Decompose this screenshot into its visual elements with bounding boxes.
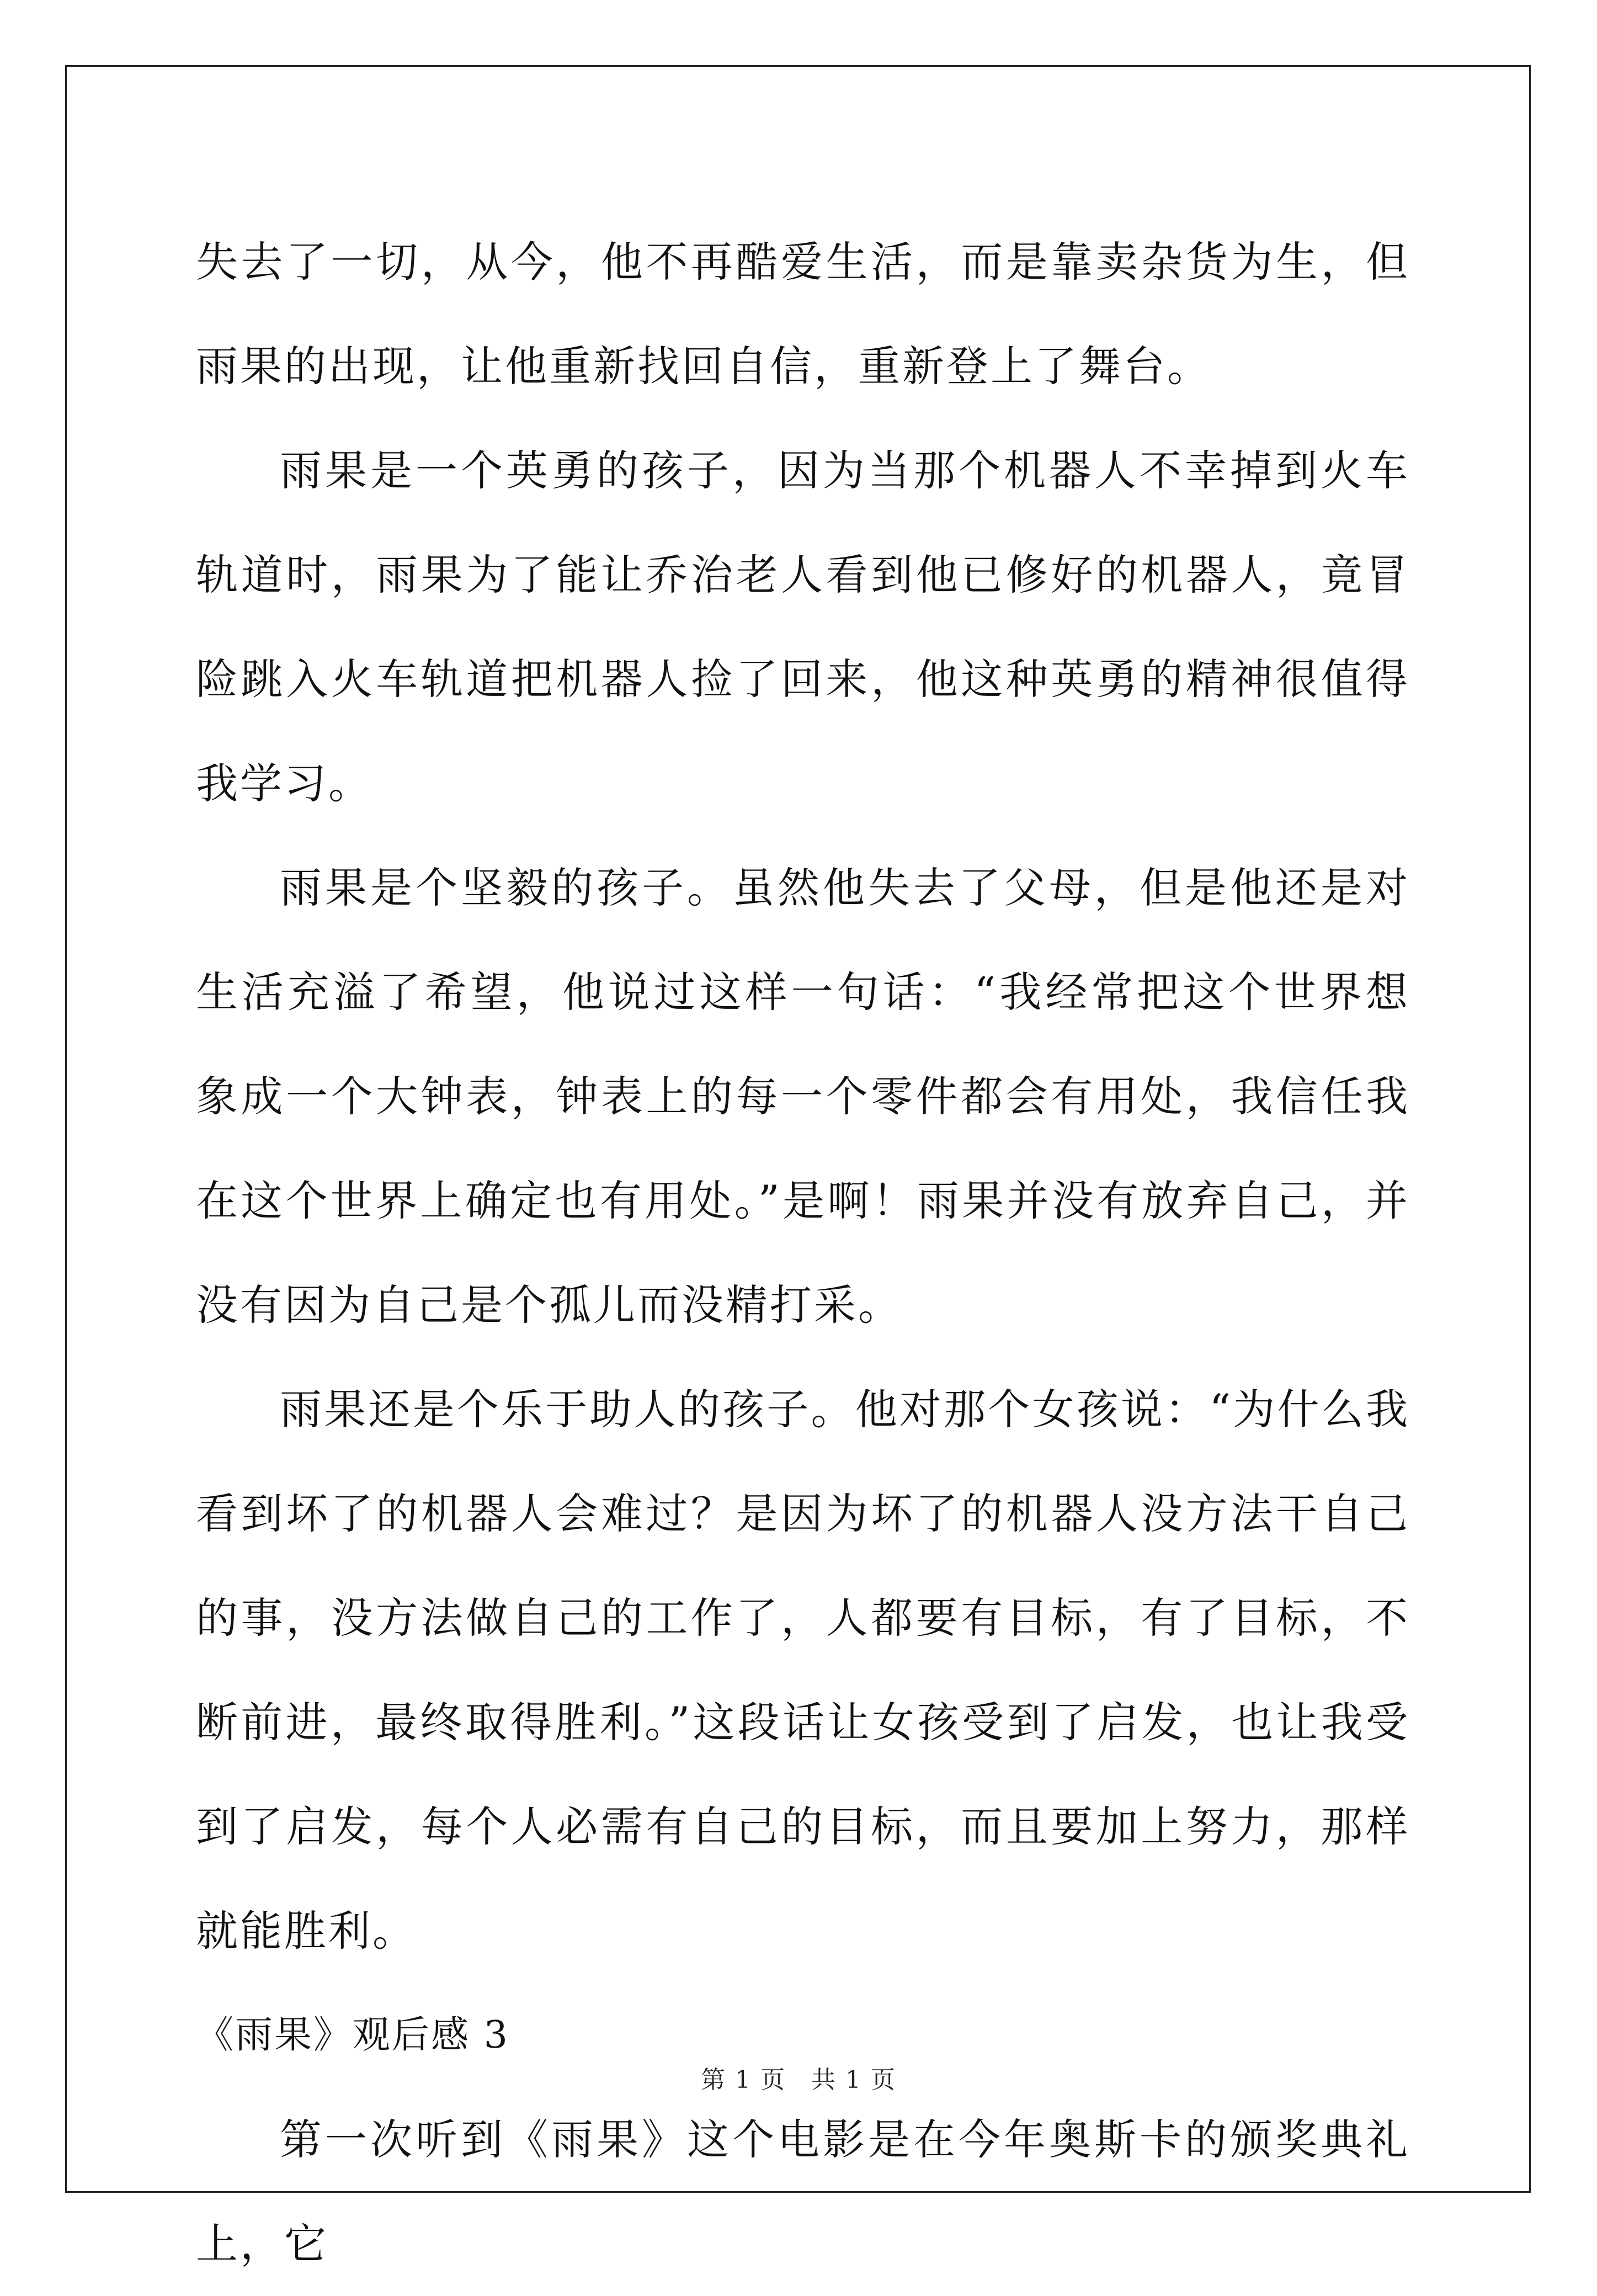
- document-body: [196, 210, 1410, 2296]
- page-footer: 第 1 页 共 1 页: [701, 2066, 896, 2094]
- section-heading: 《雨果》观后感 3: [196, 2013, 509, 2057]
- paragraph-4: 雨果还是个乐于助人的孩子。他对那个女孩说：“为什么我看到坏了的机器人会难过？是因为坏了的机器人没方法干自己的事，没方法做自己的工作了，人都要有目标，有了目标，不断前进，最终取得胜利。”这段话让女孩受到了启发，也让我受到了启发，每个人必需有自己的目标，而且要加上努力，那样就能胜利。: [196, 1385, 1410, 1955]
- paragraph-1: 失去了一切，从今，他不再酷爱生活，而是靠卖杂货为生，但雨果的出现，让他重新找回自信，重新登上了舞台。: [196, 237, 1410, 391]
- paragraph-2: 雨果是一个英勇的孩子，因为当那个机器人不幸掉到火车轨道时，雨果为了能让乔治老人看到他已修好的机器人，竟冒险跳入火车轨道把机器人捡了回来，他这种英勇的精神很值得我学习。: [196, 446, 1410, 808]
- paragraph-5: 第一次听到《雨果》这个电影是在今年奥斯卡的颁奖典礼上，它: [196, 2115, 1410, 2268]
- paragraph-3: 雨果是个坚毅的孩子。虽然他失去了父母，但是他还是对生活充溢了希望，他说过这样一句话：“我经常把这个世界想象成一个大钟表，钟表上的每一个零件都会有用处，我信任我在这个世界上确定也有用处。”是啊！雨果并没有放弃自己，并没有因为自己是个孤儿而没精打采。: [196, 863, 1410, 1330]
